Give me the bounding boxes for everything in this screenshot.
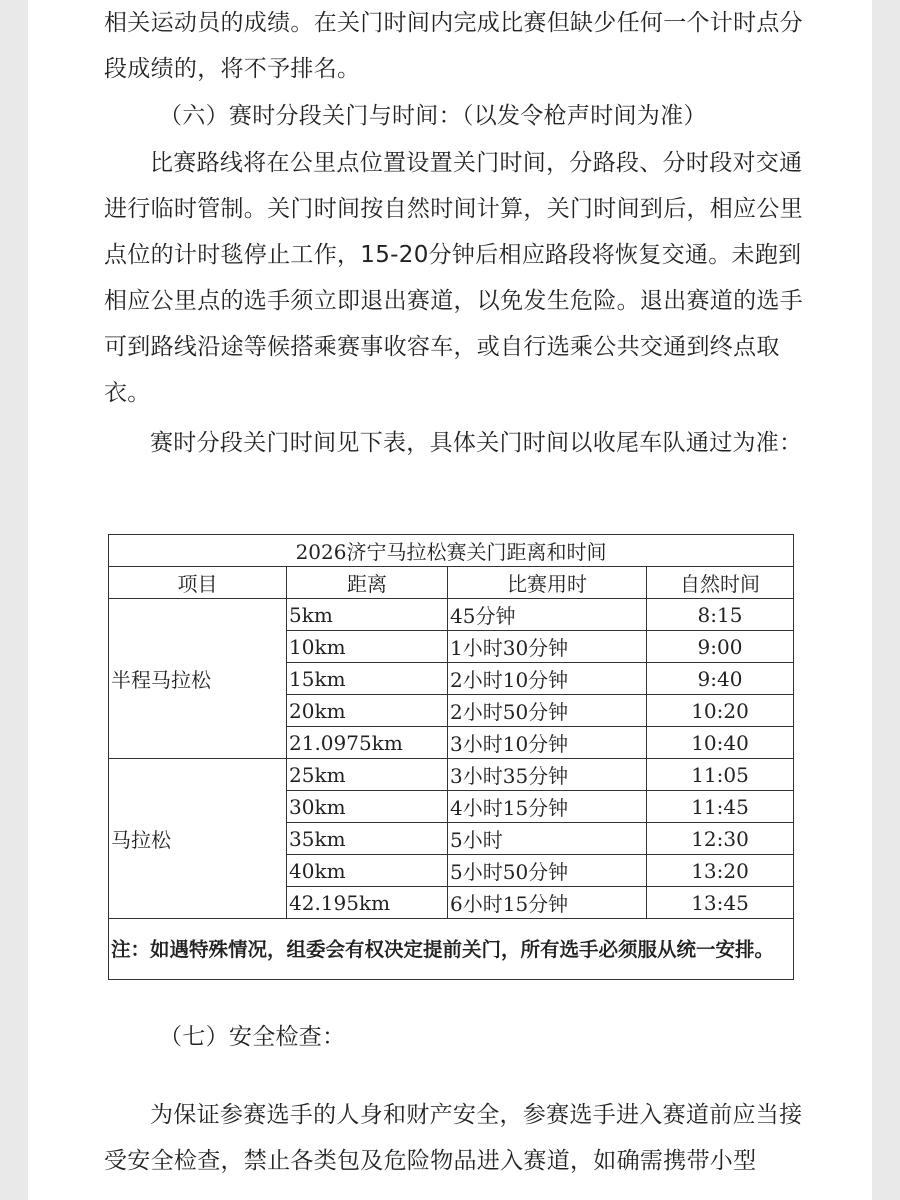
- paragraph-security-check: 为保证参赛选手的人身和财产安全，参赛选手进入赛道前应当接受安全检查，禁止各类包及危险物品进入赛道，如确需携带小型: [104, 1102, 803, 1174]
- table-caption: 2026济宁马拉松赛关门距离和时间: [109, 535, 794, 567]
- duration-cell: 3小时35分钟: [448, 759, 647, 791]
- duration-cell: 2小时10分钟: [448, 663, 647, 695]
- clock-time-cell: 10:20: [647, 695, 794, 727]
- clock-time-cell: 9:40: [647, 663, 794, 695]
- header-duration: 比赛用时: [448, 567, 647, 599]
- clock-time-cell: 11:45: [647, 791, 794, 823]
- header-event: 项目: [109, 567, 287, 599]
- duration-cell: 1小时30分钟: [448, 631, 647, 663]
- duration-cell: 6小时15分钟: [448, 887, 647, 919]
- section-title-cutoff: （六）赛时分段关门与时间：（以发令枪声时间为准）: [159, 103, 707, 129]
- duration-cell: 4小时15分钟: [448, 791, 647, 823]
- event-group-name: 马拉松: [109, 759, 287, 919]
- duration-cell: 5小时50分钟: [448, 855, 647, 887]
- distance-cell: 21.0975km: [287, 727, 448, 759]
- clock-time-cell: 10:40: [647, 727, 794, 759]
- header-distance: 距离: [287, 567, 448, 599]
- page-margin-right: [872, 0, 900, 1200]
- distance-cell: 5km: [287, 599, 448, 631]
- event-group-name: 半程马拉松: [109, 599, 287, 759]
- cutoff-table: [108, 534, 794, 980]
- distance-cell: 35km: [287, 823, 448, 855]
- clock-time-cell: 13:45: [647, 887, 794, 919]
- clock-time-cell: 8:15: [647, 599, 794, 631]
- table-row: [109, 759, 794, 791]
- page-margin-left: [0, 0, 28, 1200]
- distance-cell: 10km: [287, 631, 448, 663]
- duration-cell: 2小时50分钟: [448, 695, 647, 727]
- table-note: 注：如遇特殊情况，组委会有权决定提前关门，所有选手必须服从统一安排。: [109, 919, 794, 980]
- clock-time-cell: 9:00: [647, 631, 794, 663]
- clock-time-cell: 11:05: [647, 759, 794, 791]
- section-title-security: （七）安全检查：: [159, 1024, 346, 1050]
- duration-cell: 5小时: [448, 823, 647, 855]
- distance-cell: 30km: [287, 791, 448, 823]
- clock-time-cell: 13:20: [647, 855, 794, 887]
- table-row: [109, 599, 794, 631]
- duration-cell: 45分钟: [448, 599, 647, 631]
- header-clock-time: 自然时间: [647, 567, 794, 599]
- paragraph-results-note: 相关运动员的成绩。在关门时间内完成比赛但缺少任何一个计时点分段成绩的，将不予排名。: [104, 10, 803, 82]
- paragraph-cutoff-rules: 比赛路线将在公里点位置设置关门时间，分路段、分时段对交通进行临时管制。关门时间按自然时间计算，关门时间到后，相应公里点位的计时毯停止工作，15-20分钟后相应路段将恢复交通。未跑到相应公里点的选手须立即退出赛道，以免发生危险。退出赛道的选手可到路线沿途等候搭乘赛事收容车，或自行选乘公共交通到终点取衣。: [104, 150, 803, 406]
- table-header-row: [109, 567, 794, 599]
- distance-cell: 42.195km: [287, 887, 448, 919]
- distance-cell: 15km: [287, 663, 448, 695]
- clock-time-cell: 12:30: [647, 823, 794, 855]
- document-page: [28, 0, 872, 1200]
- distance-cell: 20km: [287, 695, 448, 727]
- paragraph-table-intro: 赛时分段关门时间见下表，具体关门时间以收尾车队通过为准：: [150, 430, 803, 456]
- distance-cell: 25km: [287, 759, 448, 791]
- distance-cell: 40km: [287, 855, 448, 887]
- duration-cell: 3小时10分钟: [448, 727, 647, 759]
